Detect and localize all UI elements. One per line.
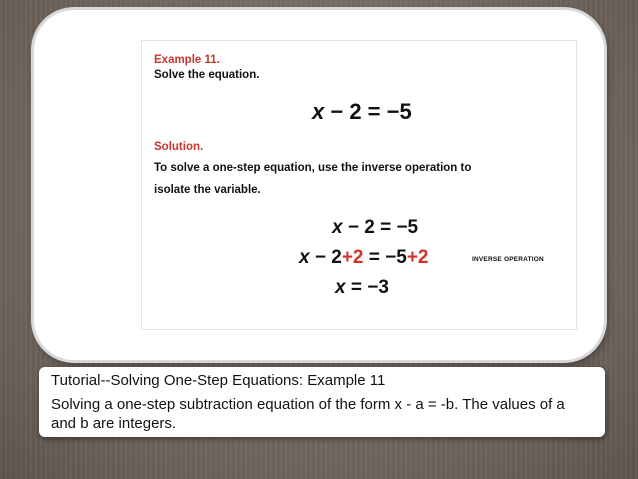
main-equation [312,99,412,125]
inverse-term-right: +2 [406,247,429,268]
solution-text-line-1: To solve a one-step equation, use the inverse operation to [154,162,472,174]
solution-step-2 [299,247,428,269]
step-expression-right: = −5 [363,247,407,268]
step-expression-left: − 2 [309,247,342,268]
step-variable: x [335,277,346,298]
equation-rhs: −5 [386,99,412,124]
equation-operation: − 2 = [324,99,387,124]
step-expression: − 2 = −5 [342,217,419,238]
caption-title: Tutorial--Solving One-Step Equations: Example 11 [51,372,386,389]
step-expression: = −3 [345,277,389,298]
caption-description: Solving a one-step subtraction equation of the form x - a = -b. The values of a and b are integers. [51,396,565,432]
inverse-term-left: +2 [341,247,364,268]
solution-title: Solution. [154,141,204,153]
solution-step-1 [332,217,418,239]
example-title: Example 11. [154,54,220,66]
slide-content [141,40,577,330]
example-instruction: Solve the equation. [154,69,260,81]
step-variable: x [332,217,343,238]
equation-variable: x [312,99,325,124]
step-variable: x [299,247,310,268]
inverse-operation-label: INVERSE OPERATION [472,256,544,263]
solution-step-3 [335,277,389,299]
slide-caption [39,367,605,437]
solution-text-line-2: isolate the variable. [154,184,261,196]
slide-card [34,10,604,360]
